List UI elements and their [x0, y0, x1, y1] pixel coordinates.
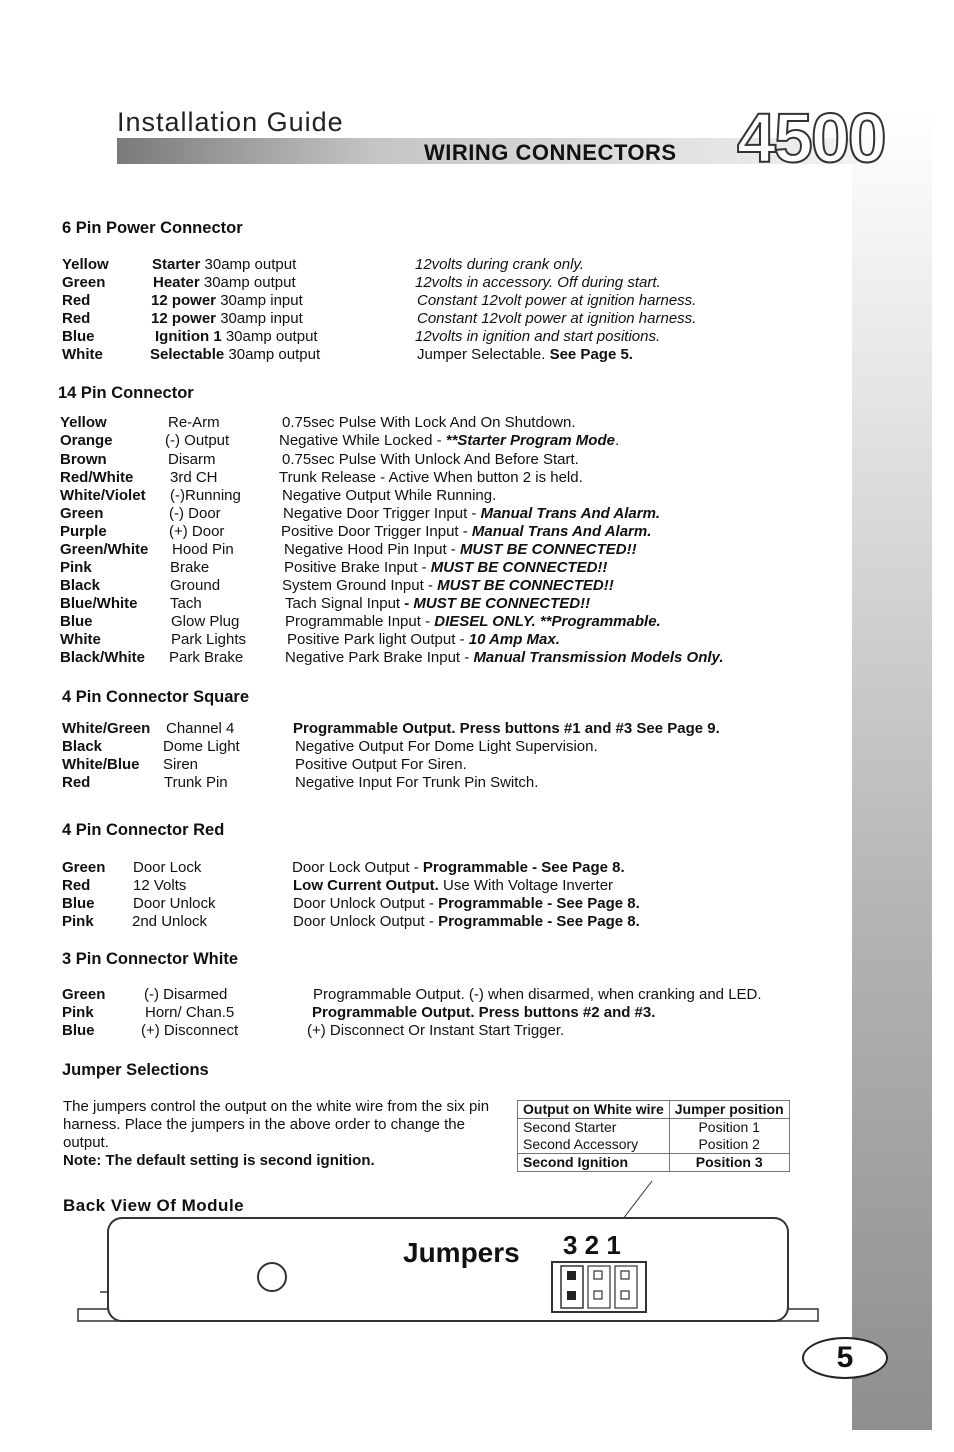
section-title-jumper: Jumper Selections — [62, 1061, 209, 1079]
section-title-14-pin: 14 Pin Connector — [58, 384, 194, 402]
module-title: Back View Of Module — [63, 1196, 245, 1215]
jumpers-label: Jumpers — [403, 1237, 520, 1268]
jumper-pin — [594, 1291, 602, 1299]
jumper-note: Note: The default setting is second ignition. — [63, 1152, 375, 1169]
jumper-pin — [567, 1271, 576, 1280]
jumper-description: The jumpers control the output on the white wire from the six pin harness. Place the jumpers in the above order to change the output. Note: The default setting is second ignition. — [63, 1098, 493, 1170]
jumper-positions-label: 3 2 1 — [563, 1230, 621, 1260]
table-row: Second Ignition Position 3 — [518, 1154, 790, 1172]
section-title-6-pin: 6 Pin Power Connector — [62, 219, 243, 237]
table-row: Second Starter Position 1 — [518, 1119, 790, 1137]
jumper-pin — [621, 1271, 629, 1279]
jumper-table: Output on White wire Jumper position Second Starter Position 1 Second Accessory Position 2 Second Ignition Position 3 — [517, 1100, 790, 1172]
module-body — [108, 1218, 788, 1321]
jumper-pin — [567, 1291, 576, 1300]
guide-title: Installation Guide — [117, 107, 344, 137]
page-number: 5 — [802, 1337, 888, 1379]
section-title-3-pin-white: 3 Pin Connector White — [62, 950, 239, 968]
model-number: 4500 — [737, 99, 885, 177]
section-title-4-pin-square: 4 Pin Connector Square — [62, 688, 250, 706]
jumper-pin — [621, 1291, 629, 1299]
section-heading: WIRING CONNECTORS — [424, 140, 677, 165]
mount-hole — [258, 1263, 286, 1291]
jumper-pin — [594, 1271, 602, 1279]
section-title-4-pin-red: 4 Pin Connector Red — [62, 821, 225, 839]
table-row: Second Accessory Position 2 — [518, 1136, 790, 1154]
